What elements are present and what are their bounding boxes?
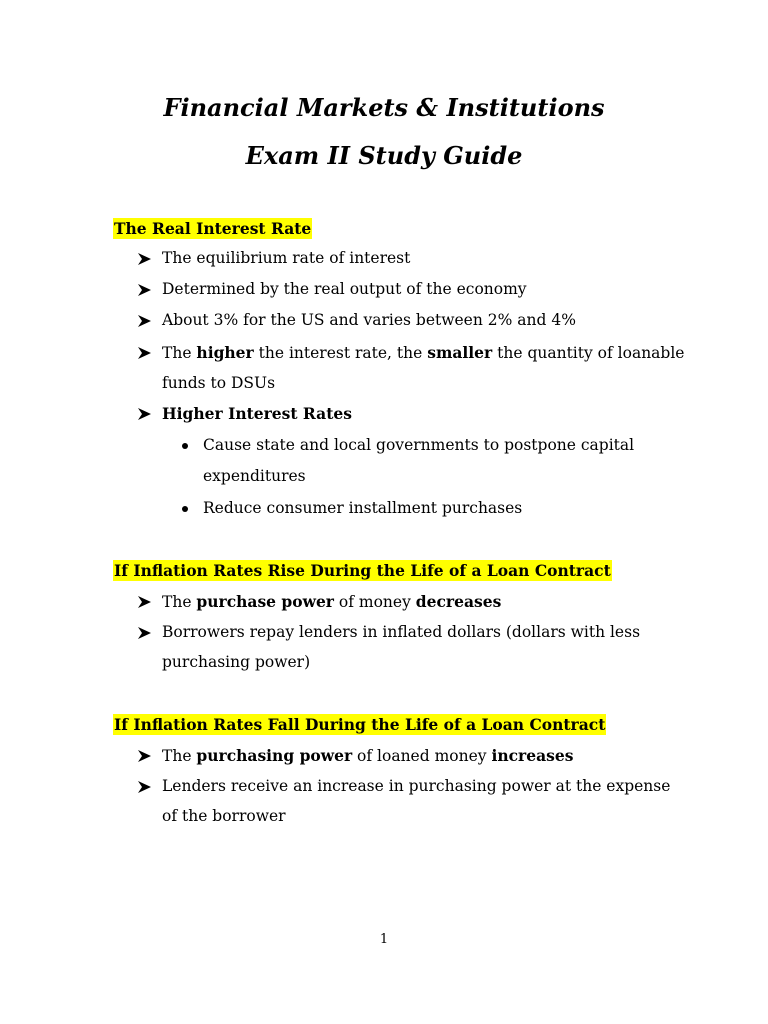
list-item-continuation	[162, 806, 286, 827]
round-dot-bullet-icon	[182, 506, 188, 512]
list-item-continuation	[162, 373, 275, 394]
emphasis-text: increases	[491, 746, 574, 765]
list-item-text: Lenders receive an increase in purchasing power at the expense	[162, 777, 671, 795]
arrowhead-bullet-icon	[138, 315, 151, 327]
emphasis-text: higher	[196, 343, 254, 362]
document-subtitle: Exam II Study Guide	[245, 141, 523, 170]
list-item	[162, 776, 670, 797]
list-item-text: the quantity of loanable	[492, 344, 685, 362]
round-dot-bullet-icon	[182, 443, 188, 449]
list-item	[162, 342, 684, 364]
list-item	[162, 591, 501, 613]
section-heading: The Real Interest Rate	[114, 219, 312, 238]
sub-list-item	[203, 498, 522, 519]
list-item-text: About 3% for the US and varies between 2% and 4%	[162, 311, 576, 329]
arrowhead-bullet-icon	[138, 781, 151, 793]
list-item-text: Cause state and local governments to postpone capital	[203, 436, 635, 454]
list-item-text: funds to DSUs	[162, 374, 276, 392]
emphasis-text: purchasing power	[196, 746, 353, 765]
arrowhead-bullet-icon	[138, 596, 151, 608]
sub-list-item-continuation	[203, 466, 306, 487]
list-item-text: of the borrower	[162, 807, 286, 825]
list-item	[162, 622, 640, 643]
arrowhead-bullet-icon	[138, 408, 151, 420]
list-item	[162, 279, 527, 300]
list-item-bold-text: Higher Interest Rates	[162, 404, 352, 423]
list-item	[162, 745, 573, 767]
arrowhead-bullet-icon	[138, 284, 151, 296]
list-item-text: The	[162, 593, 197, 611]
list-item	[162, 403, 352, 425]
list-item	[162, 310, 576, 331]
emphasis-text: smaller	[427, 343, 493, 362]
list-item-continuation	[162, 652, 310, 673]
list-item	[162, 248, 410, 269]
list-item-text: Reduce consumer installment purchases	[203, 499, 523, 517]
list-item-text: purchasing power)	[162, 653, 311, 671]
list-item-text: Borrowers repay lenders in inflated dollars (dollars with less	[162, 623, 641, 641]
arrowhead-bullet-icon	[138, 750, 151, 762]
arrowhead-bullet-icon	[138, 253, 151, 265]
emphasis-text: purchase power	[196, 592, 334, 611]
list-item-text: Determined by the real output of the economy	[162, 280, 527, 298]
list-item-text: The	[162, 747, 197, 765]
sub-list-item	[203, 435, 634, 456]
list-item-text: of loaned money	[352, 747, 492, 765]
arrowhead-bullet-icon	[138, 627, 151, 639]
emphasis-text: decreases	[415, 592, 502, 611]
list-item-text: the interest rate, the	[253, 344, 428, 362]
page-number: 1	[379, 932, 389, 947]
section-heading: If Inflation Rates Fall During the Life of a Loan Contract	[114, 715, 606, 734]
section-heading: If Inflation Rates Rise During the Life of a Loan Contract	[114, 561, 611, 580]
arrowhead-bullet-icon	[138, 347, 151, 359]
list-item-text: The equilibrium rate of interest	[162, 249, 411, 267]
list-item-text: The	[162, 344, 197, 362]
list-item-text: expenditures	[203, 467, 306, 485]
document-title: Financial Markets & Institutions	[163, 93, 605, 122]
list-item-text: of money	[333, 593, 416, 611]
